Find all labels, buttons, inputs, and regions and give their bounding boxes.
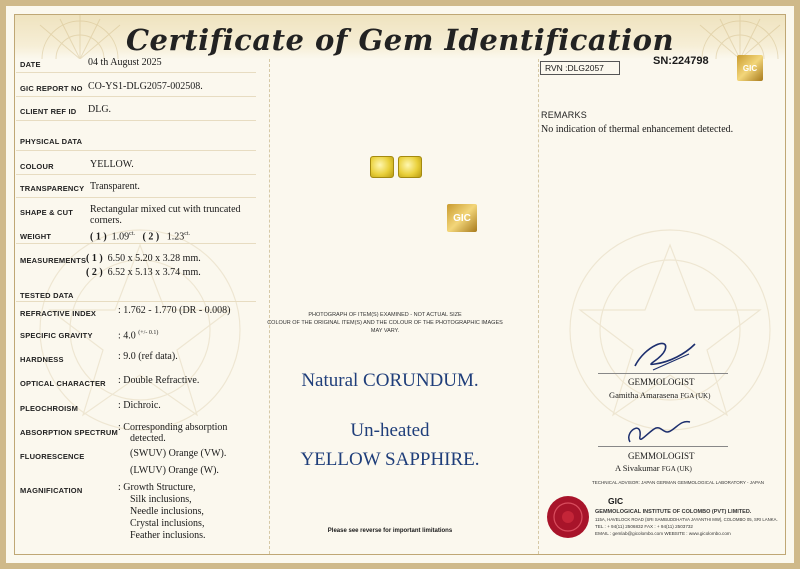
magnification-line2: Silk inclusions, [130,494,192,505]
pleochroism-value: : Dichroic. [118,400,161,411]
gic-badge-center [447,204,477,232]
shape-cut-label: SHAPE & CUT [20,208,74,217]
remarks-label: REMARKS [541,110,587,120]
optical-character-value: : Double Refractive. [118,375,200,386]
specific-gravity-tolerance: (+/- 0.1) [138,330,159,336]
weight-item-1 [90,228,190,243]
divider [16,96,256,97]
fold-line-left [269,59,270,554]
gem-image-2 [398,156,422,178]
weight-1-unit: ct. [129,231,136,237]
shape-cut-value-line2: corners. [90,215,122,226]
divider [16,72,256,73]
magnification-line3: Needle inclusions, [130,506,204,517]
species-title: Natural CORUNDUM. [301,370,479,391]
absorption-value-line1: : Corresponding absorption [118,422,228,433]
magnification-label: MAGNIFICATION [20,486,83,495]
gemmologist-2-name-line [615,462,692,475]
refractive-index-value: : 1.762 - 1.770 (DR - 0.008) [118,305,231,316]
absorption-value-line2: detected. [130,433,166,444]
rvn-value: RVN :DLG2057 [545,63,604,73]
absorption-spectrum-label: ABSORPTION SPECTRUM [20,428,118,437]
fold-line-right [538,59,539,554]
physical-data-heading: PHYSICAL DATA [20,137,83,146]
fluorescence-lwuv: (LWUV) Orange (W). [130,465,219,476]
reverse-note: Please see reverse for important limitations [327,528,453,534]
weight-1-index: ( 1 ) [90,231,107,243]
company-name: GEMMOLOGICAL INSTITUTE OF COLOMBO (PVT) LIMITED. [595,509,752,515]
divider [16,243,256,244]
variety-title: YELLOW SAPPHIRE. [300,449,480,470]
measurements-label: MEASUREMENTS [20,256,87,265]
rvn-box [540,61,620,75]
divider [16,197,256,198]
measurement-1-value: 6.50 x 5.20 x 3.28 mm. [107,253,201,264]
signature-1-icon [625,336,705,376]
company-address: 115A, HAVELOCK ROAD (SRI SAMBUDDHATVA JAYANTHI MW), COLOMBO 05, SRI LANKA. [595,517,778,522]
weight-label: WEIGHT [20,232,52,241]
remarks-value: No indication of thermal enhancement detected. [541,124,734,135]
measurement-1-index: ( 1 ) [86,253,103,264]
fluorescence-swuv: (SWUV) Orange (VW). [130,448,227,459]
optical-character-label: OPTICAL CHARACTER [20,379,106,388]
gic-badge-corner-text: GIC [742,63,758,73]
colour-label: COLOUR [20,162,54,171]
gemmologist-2-credential: FGA (UK) [661,465,692,473]
photo-caption-line1: PHOTOGRAPH OF ITEM(S) EXAMINED - NOT ACTUAL SIZE [308,312,462,318]
gemmologist-1-name: Gamitha Amarasena [609,390,679,400]
weight-2-unit: ct. [184,231,191,237]
measurement-1 [86,253,201,265]
date-label: DATE [20,60,41,69]
divider [16,174,256,175]
transparency-value: Transparent. [90,181,140,192]
pleochroism-label: PLEOCHROISM [20,404,79,413]
tested-data-heading: TESTED DATA [20,291,74,300]
shape-cut-value-line1: Rectangular mixed cut with truncated [90,204,241,215]
signature-1-line [598,373,728,374]
refractive-index-label: REFRACTIVE INDEX [20,309,97,318]
divider [16,150,256,151]
fluorescence-label: FLUORESCENCE [20,452,85,461]
magnification-line1: : Growth Structure, [118,482,196,493]
divider [16,301,256,302]
measurement-2-value: 6.52 x 5.13 x 3.74 mm. [107,267,201,278]
report-value: CO-YS1-DLG2057-002508. [88,81,203,92]
gem-photo [366,152,426,182]
technical-advisor: TECHNICAL ADVISOR: JAPAN GERMAN GEMMOLOGICAL LABORATORY - JAPAN [592,480,764,485]
signature-2-line [598,446,728,447]
signature-2-icon [620,410,700,450]
colour-value: YELLOW. [90,159,134,170]
title-band [15,15,785,59]
client-label: CLIENT REF ID [20,107,77,116]
measurement-2-index: ( 2 ) [86,267,103,278]
divider [16,120,256,121]
certificate-title: Certificate of Gem Identification [125,23,675,57]
measurement-2 [86,267,201,279]
gem-image-1 [370,156,394,178]
specific-gravity-value [118,327,158,342]
magnification-line4: Crystal inclusions, [130,518,205,529]
hardness-value: : 9.0 (ref data). [118,351,178,362]
gemmologist-1-credential: FGA (UK) [680,392,711,400]
gemmologist-1-title: GEMMOLOGIST [628,377,695,387]
gemmologist-1-name-line [609,389,710,402]
photo-caption-line2: COLOUR OF THE ORIGINAL ITEM(S) AND THE COLOUR OF THE PHOTOGRAPHIC IMAGES MAY VARY. [267,320,503,334]
hardness-label: HARDNESS [20,355,64,364]
gic-badge-center-text: GIC [453,212,471,224]
weight-1-value: 1.09 [111,231,130,243]
gemmologist-2-name: A Sivakumar [615,463,660,473]
specific-gravity-label: SPECIFIC GRAVITY [20,331,93,340]
treatment-title: Un-heated [350,420,430,441]
gic-badge-corner [737,55,763,81]
company-email: EMAIL : gemlab@gicolombo.com WEBSITE : www.gicolombo.com [595,531,731,536]
specific-gravity-number: : 4.0 [118,330,136,342]
gic-logo-text: GIC [608,496,624,506]
serial-number-box [650,55,720,69]
magnification-line5: Feather inclusions. [130,530,206,541]
date-value: 04 th August 2025 [88,57,162,68]
weight-2-index: ( 2 ) [142,231,160,243]
serial-number-value: SN:224798 [653,55,709,67]
weight-2-value: 1.23 [166,231,185,243]
client-value: DLG. [88,104,112,115]
red-wax-seal-icon [545,494,591,540]
gemmologist-2-title: GEMMOLOGIST [628,451,695,461]
report-label: GIC REPORT NO [20,84,83,93]
company-telephone: TEL : + 94(11) 2506832 FAX : + 94(11) 2503732 [595,524,693,529]
transparency-label: TRANSPARENCY [20,184,85,193]
